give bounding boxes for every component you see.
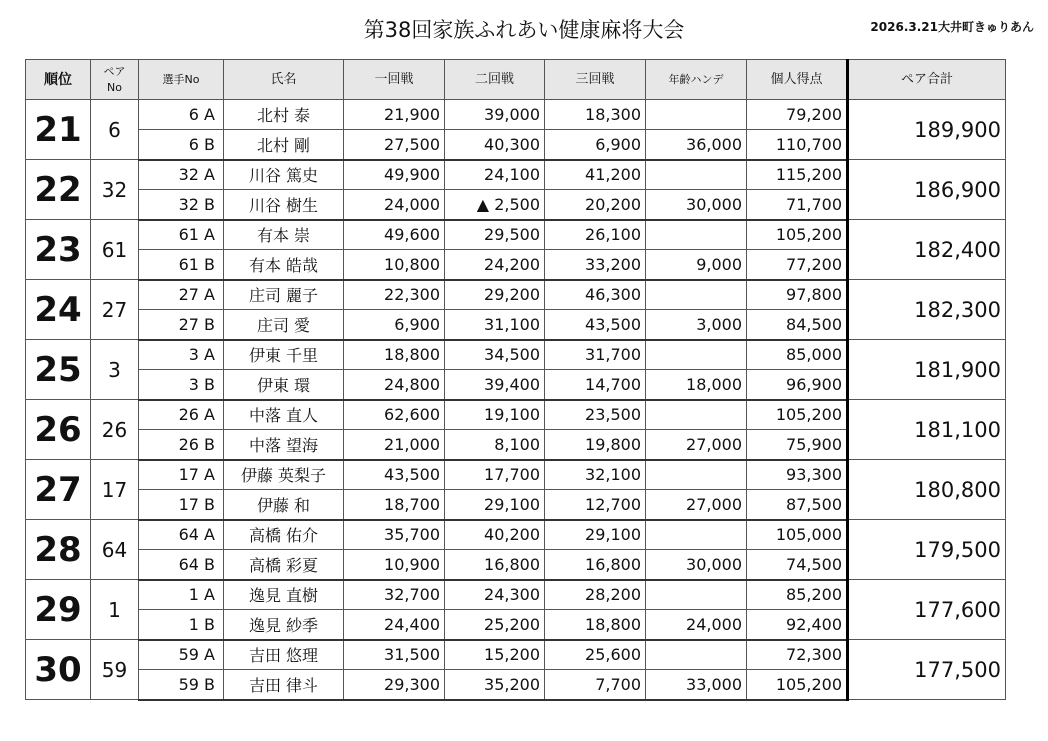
player-no: 32 B xyxy=(139,190,224,220)
col-header-pair-no: ペア No xyxy=(91,60,139,100)
results-table xyxy=(25,59,1006,701)
col-header-pair-total: ペア合計 xyxy=(848,60,1006,100)
age-handicap xyxy=(646,580,747,610)
round3-score: 32,100 xyxy=(545,460,646,490)
round1-score: 43,500 xyxy=(344,460,445,490)
player-no: 27 B xyxy=(139,310,224,340)
round3-score: 25,600 xyxy=(545,640,646,670)
player-no: 61 B xyxy=(139,250,224,280)
round2-score: 40,300 xyxy=(445,130,545,160)
pair-no-cell: 32 xyxy=(91,160,139,220)
personal-score: 93,300 xyxy=(747,460,848,490)
round1-score: 18,700 xyxy=(344,490,445,520)
round1-score: 24,400 xyxy=(344,610,445,640)
round2-score: 17,700 xyxy=(445,460,545,490)
pair-no-cell: 3 xyxy=(91,340,139,400)
age-handicap: 36,000 xyxy=(646,130,747,160)
rank-cell: 25 xyxy=(26,340,91,400)
round2-score: 15,200 xyxy=(445,640,545,670)
personal-score: 110,700 xyxy=(747,130,848,160)
personal-score: 105,200 xyxy=(747,400,848,430)
pair-total-cell: 177,600 xyxy=(848,580,1006,640)
round1-score: 18,800 xyxy=(344,340,445,370)
age-handicap xyxy=(646,340,747,370)
age-handicap xyxy=(646,460,747,490)
round1-score: 10,900 xyxy=(344,550,445,580)
player-name: 伊藤 和 xyxy=(224,490,344,520)
rank-cell: 30 xyxy=(26,640,91,700)
round1-score: 21,900 xyxy=(344,100,445,130)
round3-score: 14,700 xyxy=(545,370,646,400)
personal-score: 105,200 xyxy=(747,670,848,700)
rank-cell: 24 xyxy=(26,280,91,340)
personal-score: 77,200 xyxy=(747,250,848,280)
round3-score: 16,800 xyxy=(545,550,646,580)
player-name: 庄司 麗子 xyxy=(224,280,344,310)
rank-cell: 28 xyxy=(26,520,91,580)
pair-no-cell: 17 xyxy=(91,460,139,520)
personal-score: 72,300 xyxy=(747,640,848,670)
round3-score: 12,700 xyxy=(545,490,646,520)
personal-score: 84,500 xyxy=(747,310,848,340)
player-no: 1 B xyxy=(139,610,224,640)
player-name: 川谷 樹生 xyxy=(224,190,344,220)
player-no: 61 A xyxy=(139,220,224,250)
round3-score: 26,100 xyxy=(545,220,646,250)
personal-score: 87,500 xyxy=(747,490,848,520)
round1-score: 35,700 xyxy=(344,520,445,550)
player-name: 逸見 直樹 xyxy=(224,580,344,610)
round3-score: 29,100 xyxy=(545,520,646,550)
round1-score: 22,300 xyxy=(344,280,445,310)
player-no: 59 A xyxy=(139,640,224,670)
age-handicap xyxy=(646,520,747,550)
table-row xyxy=(26,340,1006,370)
player-name: 北村 泰 xyxy=(224,100,344,130)
round2-score: 31,100 xyxy=(445,310,545,340)
age-handicap xyxy=(646,280,747,310)
round2-score: 19,100 xyxy=(445,400,545,430)
col-header-player-no: 選手No xyxy=(139,60,224,100)
personal-score: 115,200 xyxy=(747,160,848,190)
round2-score: 25,200 xyxy=(445,610,545,640)
col-header-round2: 二回戦 xyxy=(445,60,545,100)
pair-no-cell: 27 xyxy=(91,280,139,340)
pair-total-cell: 189,900 xyxy=(848,100,1006,160)
round3-score: 33,200 xyxy=(545,250,646,280)
round2-score: 29,200 xyxy=(445,280,545,310)
round1-score: 6,900 xyxy=(344,310,445,340)
personal-score: 85,200 xyxy=(747,580,848,610)
round2-score: 8,100 xyxy=(445,430,545,460)
player-name: 川谷 篤史 xyxy=(224,160,344,190)
player-name: 高橋 佑介 xyxy=(224,520,344,550)
player-no: 3 A xyxy=(139,340,224,370)
pair-no-cell: 6 xyxy=(91,100,139,160)
rank-cell: 27 xyxy=(26,460,91,520)
round3-score: 41,200 xyxy=(545,160,646,190)
player-name: 逸見 紗季 xyxy=(224,610,344,640)
round3-score: 23,500 xyxy=(545,400,646,430)
pair-total-cell: 182,400 xyxy=(848,220,1006,280)
player-name: 吉田 律斗 xyxy=(224,670,344,700)
rank-cell: 23 xyxy=(26,220,91,280)
player-name: 高橋 彩夏 xyxy=(224,550,344,580)
col-header-round1: 一回戦 xyxy=(344,60,445,100)
pair-no-cell: 59 xyxy=(91,640,139,700)
rank-cell: 22 xyxy=(26,160,91,220)
player-name: 伊藤 英梨子 xyxy=(224,460,344,490)
round1-score: 24,000 xyxy=(344,190,445,220)
round3-score: 18,300 xyxy=(545,100,646,130)
player-no: 3 B xyxy=(139,370,224,400)
player-no: 17 B xyxy=(139,490,224,520)
player-name: 庄司 愛 xyxy=(224,310,344,340)
round2-score: 39,000 xyxy=(445,100,545,130)
round2-score: 24,100 xyxy=(445,160,545,190)
round2-score: 24,200 xyxy=(445,250,545,280)
col-header-personal-score: 個人得点 xyxy=(747,60,848,100)
age-handicap: 30,000 xyxy=(646,190,747,220)
col-header-name: 氏名 xyxy=(224,60,344,100)
pair-total-cell: 179,500 xyxy=(848,520,1006,580)
table-row xyxy=(26,400,1006,430)
pair-no-cell: 1 xyxy=(91,580,139,640)
player-no: 26 A xyxy=(139,400,224,430)
round2-score: 16,800 xyxy=(445,550,545,580)
personal-score: 75,900 xyxy=(747,430,848,460)
round3-score: 18,800 xyxy=(545,610,646,640)
table-row xyxy=(26,460,1006,490)
table-row xyxy=(26,160,1006,190)
personal-score: 92,400 xyxy=(747,610,848,640)
personal-score: 97,800 xyxy=(747,280,848,310)
pair-total-cell: 181,900 xyxy=(848,340,1006,400)
age-handicap: 3,000 xyxy=(646,310,747,340)
round1-score: 27,500 xyxy=(344,130,445,160)
round2-score: 39,400 xyxy=(445,370,545,400)
player-name: 中落 望海 xyxy=(224,430,344,460)
age-handicap xyxy=(646,220,747,250)
rank-cell: 26 xyxy=(26,400,91,460)
age-handicap: 18,000 xyxy=(646,370,747,400)
player-no: 64 A xyxy=(139,520,224,550)
round1-score: 29,300 xyxy=(344,670,445,700)
age-handicap: 33,000 xyxy=(646,670,747,700)
round3-score: 43,500 xyxy=(545,310,646,340)
table-row xyxy=(26,100,1006,130)
pair-total-cell: 181,100 xyxy=(848,400,1006,460)
player-name: 伊東 千里 xyxy=(224,340,344,370)
round3-score: 46,300 xyxy=(545,280,646,310)
player-name: 北村 剛 xyxy=(224,130,344,160)
header-row xyxy=(26,60,1006,100)
table-row xyxy=(26,580,1006,610)
col-header-age-handicap: 年齢ハンデ xyxy=(646,60,747,100)
age-handicap xyxy=(646,160,747,190)
player-name: 伊東 環 xyxy=(224,370,344,400)
round3-score: 6,900 xyxy=(545,130,646,160)
round2-score: 29,100 xyxy=(445,490,545,520)
col-header-rank: 順位 xyxy=(26,60,91,100)
event-date-venue: 2026.3.21大井町きゅりあん xyxy=(870,20,1034,34)
round2-score: 34,500 xyxy=(445,340,545,370)
rank-cell: 21 xyxy=(26,100,91,160)
round1-score: 31,500 xyxy=(344,640,445,670)
page-title: 第38回家族ふれあい健康麻将大会 xyxy=(363,18,685,42)
personal-score: 96,900 xyxy=(747,370,848,400)
round1-score: 62,600 xyxy=(344,400,445,430)
player-no: 64 B xyxy=(139,550,224,580)
pair-no-cell: 64 xyxy=(91,520,139,580)
age-handicap xyxy=(646,100,747,130)
age-handicap: 27,000 xyxy=(646,430,747,460)
rank-cell: 29 xyxy=(26,580,91,640)
player-no: 1 A xyxy=(139,580,224,610)
personal-score: 85,000 xyxy=(747,340,848,370)
personal-score: 105,200 xyxy=(747,220,848,250)
age-handicap xyxy=(646,640,747,670)
player-no: 32 A xyxy=(139,160,224,190)
round3-score: 28,200 xyxy=(545,580,646,610)
age-handicap: 30,000 xyxy=(646,550,747,580)
personal-score: 105,000 xyxy=(747,520,848,550)
round2-score: 29,500 xyxy=(445,220,545,250)
player-no: 59 B xyxy=(139,670,224,700)
round3-score: 31,700 xyxy=(545,340,646,370)
player-name: 中落 直人 xyxy=(224,400,344,430)
round1-score: 10,800 xyxy=(344,250,445,280)
round2-score: 24,300 xyxy=(445,580,545,610)
personal-score: 71,700 xyxy=(747,190,848,220)
pair-total-cell: 186,900 xyxy=(848,160,1006,220)
round1-score: 21,000 xyxy=(344,430,445,460)
table-row xyxy=(26,640,1006,670)
table-row xyxy=(26,520,1006,550)
player-no: 17 A xyxy=(139,460,224,490)
round1-score: 49,600 xyxy=(344,220,445,250)
player-no: 26 B xyxy=(139,430,224,460)
player-no: 6 A xyxy=(139,100,224,130)
player-name: 有本 皓哉 xyxy=(224,250,344,280)
player-no: 27 A xyxy=(139,280,224,310)
player-name: 有本 崇 xyxy=(224,220,344,250)
round1-score: 24,800 xyxy=(344,370,445,400)
player-name: 吉田 悠理 xyxy=(224,640,344,670)
age-handicap: 9,000 xyxy=(646,250,747,280)
age-handicap xyxy=(646,400,747,430)
pair-no-cell: 26 xyxy=(91,400,139,460)
table-row xyxy=(26,220,1006,250)
pair-total-cell: 177,500 xyxy=(848,640,1006,700)
round2-score: 40,200 xyxy=(445,520,545,550)
table-row xyxy=(26,280,1006,310)
age-handicap: 24,000 xyxy=(646,610,747,640)
player-no: 6 B xyxy=(139,130,224,160)
round1-score: 49,900 xyxy=(344,160,445,190)
pair-total-cell: 182,300 xyxy=(848,280,1006,340)
round3-score: 7,700 xyxy=(545,670,646,700)
personal-score: 74,500 xyxy=(747,550,848,580)
round2-score: 35,200 xyxy=(445,670,545,700)
round1-score: 32,700 xyxy=(344,580,445,610)
age-handicap: 27,000 xyxy=(646,490,747,520)
col-header-round3: 三回戦 xyxy=(545,60,646,100)
pair-total-cell: 180,800 xyxy=(848,460,1006,520)
round2-score: ▲ 2,500 xyxy=(445,190,545,220)
pair-no-cell: 61 xyxy=(91,220,139,280)
personal-score: 79,200 xyxy=(747,100,848,130)
round3-score: 19,800 xyxy=(545,430,646,460)
round3-score: 20,200 xyxy=(545,190,646,220)
